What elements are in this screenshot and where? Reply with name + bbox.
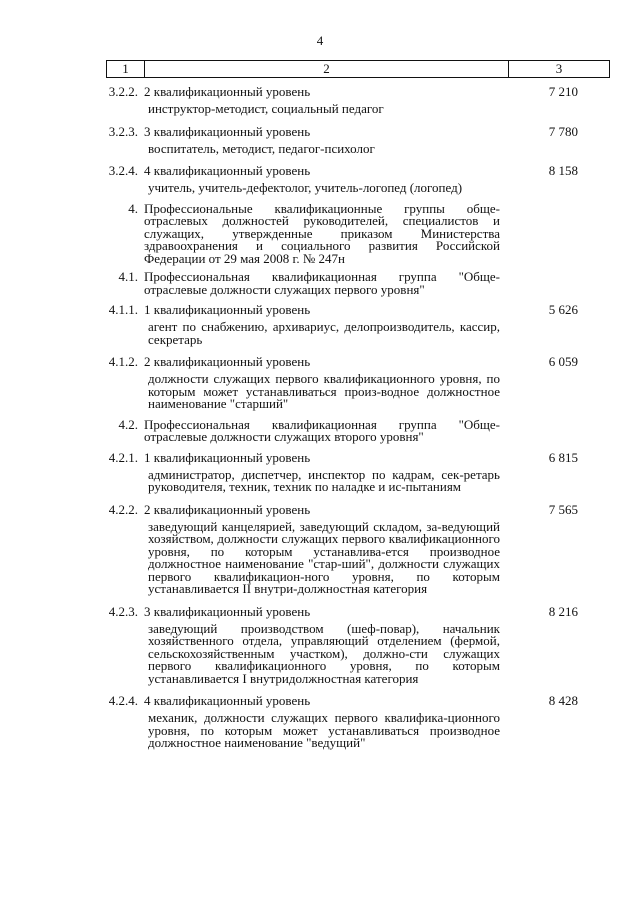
- row-description: заведующий производством (шеф-повар), начальник хозяйственного отдела, управляющий отделением (фермой, сельскохозяйственным участком), должно-сти служащих первого квалификационного уровня, по которым устанавливается I внутридолжностная категория: [148, 620, 500, 686]
- row-description: заведующий канцелярией, заведующий складом, за-ведующий хозяйством, должности служащих первого квалификационного уровня, по которым устанавлива-ется производное должностное наименование "стар-ший", должности служащих первого квалификацион-ного уровня, по которым устанавливается II внутри-должностная категория: [148, 518, 500, 596]
- row-number: 4.2.3.: [108, 603, 138, 619]
- row-name: 2 квалификационный уровень: [144, 354, 311, 369]
- row-description: инструктор-методист, социальный педагог: [148, 101, 384, 116]
- table-row: [0, 124, 640, 139]
- row-number: 3.2.4.: [108, 163, 138, 178]
- row-number: 4.1.1.: [108, 302, 138, 317]
- header-col-2: 2: [145, 61, 509, 77]
- row-name: Профессиональные квалификационные группы обще-отраслевых должностей руководителей, специалистов и служащих, утвержденные приказом Министерства здравоохранения и социального развития Российской Федерации от 29 мая 2008 г. № 247н: [144, 200, 500, 266]
- row-number: 3.2.2.: [108, 84, 138, 99]
- row-number: 4.1.: [118, 269, 138, 284]
- table-row-section: [0, 416, 640, 444]
- table-row: [0, 693, 640, 708]
- row-value: 7 780: [548, 123, 578, 139]
- row-description: должности служащих первого квалификационного уровня, по которым может устанавливаться произ-водное должностное наименование "старший": [148, 371, 500, 411]
- row-number: 4.2.2.: [108, 501, 138, 517]
- row-number: 4.2.4.: [108, 693, 138, 708]
- row-name: 3 квалификационный уровень: [144, 123, 311, 139]
- row-value: 8 428: [548, 693, 578, 708]
- table-row-section: [0, 271, 640, 296]
- row-name: 1 квалификационный уровень: [144, 302, 311, 317]
- row-name: 1 квалификационный уровень: [144, 449, 311, 465]
- table-row: [0, 450, 640, 465]
- row-name: 4 квалификационный уровень: [144, 163, 311, 178]
- header-col-1: 1: [107, 61, 145, 77]
- table-row: [0, 84, 640, 99]
- row-description: агент по снабжению, архивариус, делопроизводитель, кассир, секретарь: [148, 319, 500, 347]
- table-row: [0, 502, 640, 517]
- row-value: 6 059: [548, 354, 578, 369]
- row-value: 8 158: [548, 163, 578, 178]
- row-name: Профессиональная квалификационная группа "Обще-отраслевые должности служащих второго уровня": [144, 416, 500, 444]
- row-name: 4 квалификационный уровень: [144, 693, 311, 708]
- table-header: [106, 60, 610, 78]
- header-col-3: 3: [555, 61, 563, 76]
- row-description: воспитатель, методист, педагог-психолог: [148, 140, 375, 156]
- row-description: администратор, диспетчер, инспектор по кадрам, сек-ретарь руководителя, техник, техник по наладке и ис-пытаниям: [148, 466, 500, 494]
- row-name: 3 квалификационный уровень: [144, 603, 311, 619]
- table-row: [0, 302, 640, 317]
- row-value: 7 565: [548, 501, 578, 517]
- row-description: механик, должности служащих первого квалифика-ционного уровня, по которым может устанавливаться производное должностное наименование "ведущий": [148, 710, 500, 750]
- table-row: [0, 604, 640, 619]
- table-row: [0, 354, 640, 369]
- row-number: 4.1.2.: [108, 354, 138, 369]
- row-value: 6 815: [548, 449, 578, 465]
- row-name: 2 квалификационный уровень: [144, 84, 311, 99]
- row-number: 4.2.: [118, 416, 138, 432]
- table-row-section: [0, 200, 640, 266]
- row-number: 3.2.3.: [108, 123, 138, 139]
- page-number: 4: [316, 33, 324, 48]
- row-number: 4.: [128, 200, 138, 216]
- row-value: 7 210: [548, 84, 578, 99]
- row-name: Профессиональная квалификационная группа "Обще-отраслевые должности служащих первого уровня": [144, 269, 500, 297]
- salary-table-body: [0, 84, 640, 758]
- row-description: учитель, учитель-дефектолог, учитель-логопед (логопед): [148, 180, 463, 195]
- table-row: [0, 163, 640, 178]
- row-number: 4.2.1.: [108, 449, 138, 465]
- row-value: 8 216: [548, 603, 578, 619]
- row-name: 2 квалификационный уровень: [144, 501, 311, 517]
- row-value: 5 626: [548, 302, 578, 317]
